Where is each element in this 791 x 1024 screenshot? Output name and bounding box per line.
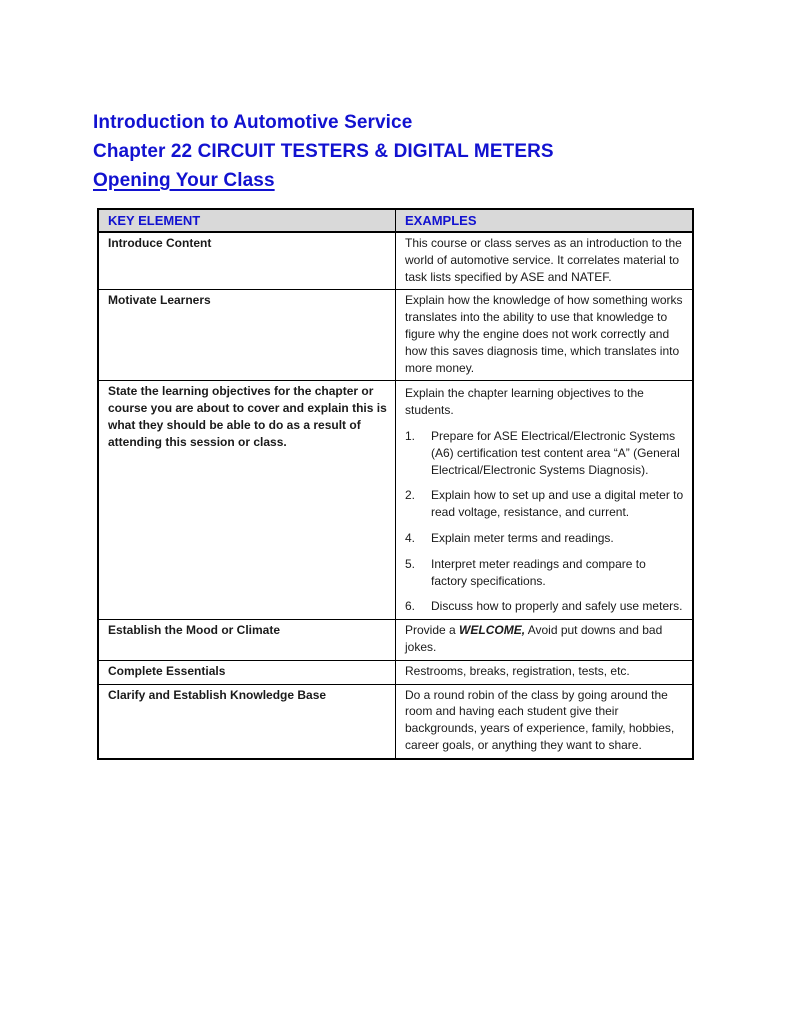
table-header-row [98, 209, 693, 232]
key-element-cell: Motivate Learners [98, 290, 396, 381]
objective-list-item [405, 487, 684, 521]
example-text-suffix: Avoid put downs and bad jokes. [405, 623, 663, 654]
objective-list-item [405, 530, 684, 547]
key-element-cell: Establish the Mood or Climate [98, 620, 396, 661]
objective-number: 4. [405, 530, 416, 545]
key-element-cell: State the learning objectives for the chapter or course you are about to cover and explain this is what they should be able to do as a result of attending this session or class. [98, 381, 396, 620]
example-cell [396, 381, 694, 620]
objective-list-item [405, 428, 684, 478]
example-cell: Restrooms, breaks, registration, tests, etc. [396, 660, 694, 684]
course-title: Introduction to Automotive Service [93, 112, 413, 133]
table-row-learning-objectives [98, 381, 693, 620]
section-title: Opening Your Class [93, 170, 275, 191]
example-cell: Explain how the knowledge of how something works translates into the ability to use that knowledge to figure why the engine does not work correctly and how this saves diagnosis time, which translates into more money. [396, 290, 694, 381]
example-text-emphasis: WELCOME, [459, 623, 526, 638]
objective-text: Explain meter terms and readings. [431, 530, 614, 545]
objective-list-item [405, 556, 684, 590]
objective-number: 2. [405, 488, 416, 503]
objective-text: Explain how to set up and use a digital meter to read voltage, resistance, and current. [431, 488, 684, 520]
objectives-intro: Explain the chapter learning objectives to the students. [405, 386, 644, 418]
table-row-complete-essentials [98, 660, 693, 684]
table-row-establish-mood [98, 620, 693, 661]
document-title-block [93, 108, 554, 195]
table-row-clarify-knowledge-base [98, 684, 693, 759]
key-element-cell: Complete Essentials [98, 660, 396, 684]
objective-text: Prepare for ASE Electrical/Electronic Systems (A6) certification test content area “A” (General Electrical/Electronic Systems Diagnosis). [431, 428, 680, 477]
example-cell: This course or class serves as an introduction to the world of automotive service. It correlates material to task lists specified by ASE and NATEF. [396, 232, 694, 290]
objective-number: 1. [405, 428, 416, 443]
chapter-title: Chapter 22 CIRCUIT TESTERS & DIGITAL METERS [93, 141, 554, 162]
objective-text: Interpret meter readings and compare to factory specifications. [431, 556, 646, 588]
objective-number: 6. [405, 599, 416, 614]
table-row-motivate-learners [98, 290, 693, 381]
col-header-key-element: KEY ELEMENT [98, 209, 396, 232]
table-row-introduce-content [98, 232, 693, 290]
example-text-prefix: Provide a [405, 623, 460, 638]
key-element-cell: Introduce Content [98, 232, 396, 290]
objective-list-item [405, 598, 684, 615]
key-element-cell: Clarify and Establish Knowledge Base [98, 684, 396, 759]
example-cell [396, 620, 694, 661]
objective-text: Discuss how to properly and safely use meters. [431, 599, 683, 614]
col-header-examples: EXAMPLES [396, 209, 694, 232]
key-elements-table [97, 208, 694, 760]
example-cell: Do a round robin of the class by going around the room and having each student give their backgrounds, years of experience, family, hobbies, career goals, or anything they want to share. [396, 684, 694, 759]
objective-number: 5. [405, 556, 416, 571]
